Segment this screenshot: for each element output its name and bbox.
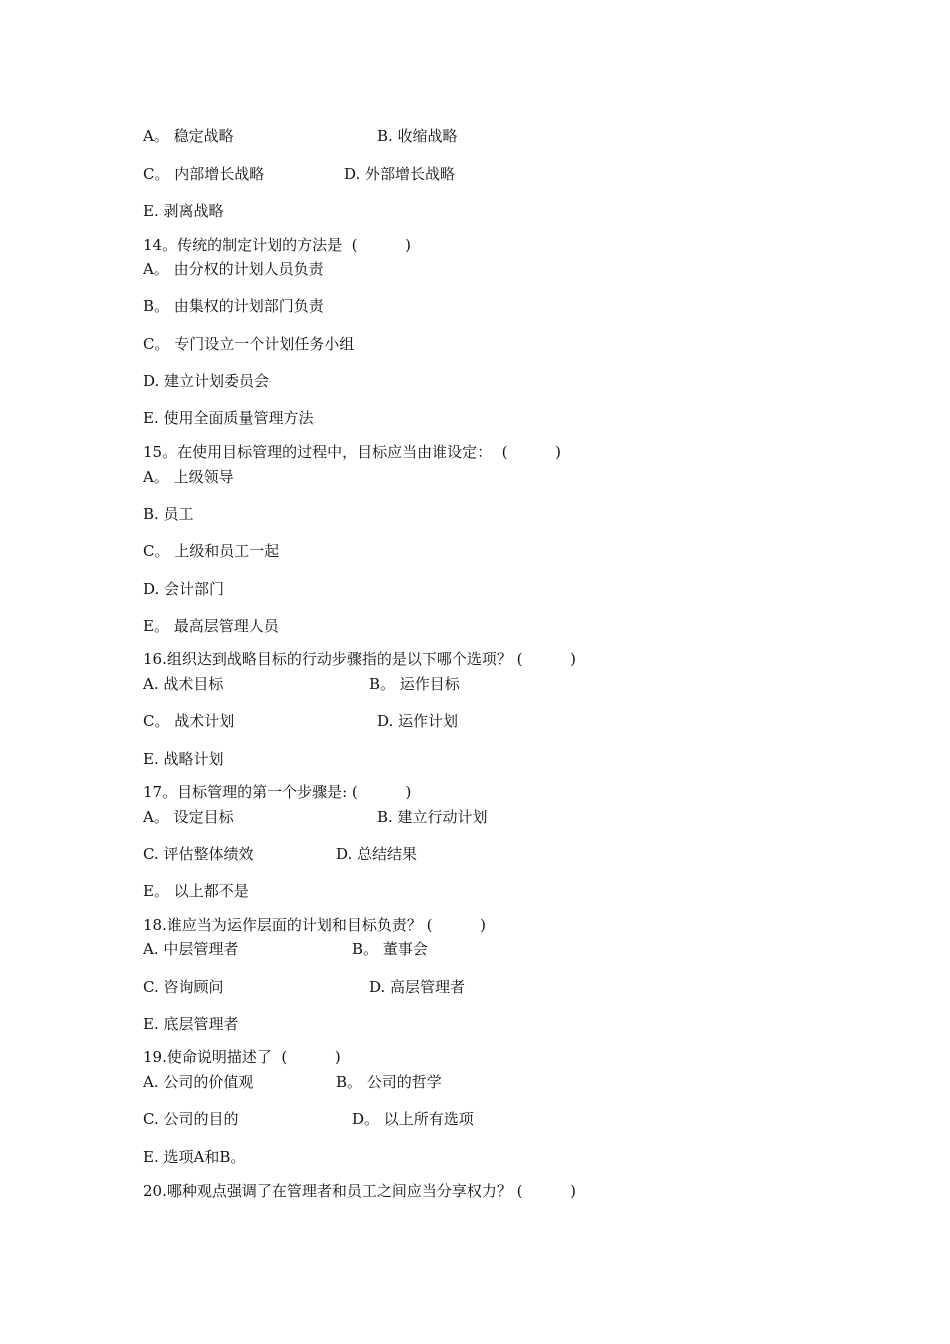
option-line: D. 外部增长战略 <box>344 165 456 183</box>
option-line: C. 公司的目的 <box>143 1110 239 1128</box>
option-line: C。 战术计划 <box>143 712 235 730</box>
question-line: 14。传统的制定计划的方法是 ( ) <box>143 236 412 254</box>
option-line: E. 使用全面质量管理方法 <box>143 409 314 427</box>
option-line: C。 内部增长战略 <box>143 165 265 183</box>
option-line: C. 评估整体绩效 <box>143 845 254 863</box>
option-line: E. 剥离战略 <box>143 202 224 220</box>
option-line: B. 收缩战略 <box>377 127 458 145</box>
option-line: A。 设定目标 <box>143 808 234 826</box>
question-line: 19.使命说明描述了 ( ) <box>143 1048 341 1066</box>
option-line: B。 公司的哲学 <box>336 1073 442 1091</box>
option-line: B。 由集权的计划部门负责 <box>143 297 324 315</box>
option-line: A. 战术目标 <box>143 675 224 693</box>
option-line: D. 建立计划委员会 <box>143 372 270 390</box>
option-line: E。 最高层管理人员 <box>143 617 279 635</box>
option-line: D. 运作计划 <box>377 712 459 730</box>
option-line: D. 总结结果 <box>336 845 418 863</box>
option-line: A。 稳定战略 <box>143 127 234 145</box>
option-line: E. 底层管理者 <box>143 1015 239 1033</box>
option-line: D. 高层管理者 <box>369 978 466 996</box>
option-line: B。 运作目标 <box>369 675 460 693</box>
option-line: A. 公司的价值观 <box>143 1073 254 1091</box>
option-line: B. 员工 <box>143 505 194 523</box>
option-line: E. 战略计划 <box>143 750 224 768</box>
option-line: A。 上级领导 <box>143 468 234 486</box>
option-line: E。 以上都不是 <box>143 882 249 900</box>
option-line: C。 上级和员工一起 <box>143 542 280 560</box>
option-line: A。 由分权的计划人员负责 <box>143 260 324 278</box>
option-line: D。 以上所有选项 <box>352 1110 474 1128</box>
option-line: D. 会计部门 <box>143 580 225 598</box>
option-line: B. 建立行动计划 <box>377 808 488 826</box>
question-line: 20.哪种观点强调了在管理者和员工之间应当分享权力？ ( ) <box>143 1182 577 1200</box>
question-line: 18.谁应当为运作层面的计划和目标负责？ ( ) <box>143 916 487 934</box>
option-line: A. 中层管理者 <box>143 940 239 958</box>
question-line: 16.组织达到战略目标的行动步骤指的是以下哪个选项？ ( ) <box>143 650 577 668</box>
option-line: B。 董事会 <box>352 940 428 958</box>
question-line: 15。在使用目标管理的过程中，目标应当由谁设定： ( ) <box>143 443 562 461</box>
option-line: C. 咨询顾问 <box>143 978 224 996</box>
option-line: C。 专门设立一个计划任务小组 <box>143 335 355 353</box>
question-line: 17。目标管理的第一个步骤是: ( ) <box>143 783 412 801</box>
option-line: E. 选项A和B。 <box>143 1148 246 1166</box>
